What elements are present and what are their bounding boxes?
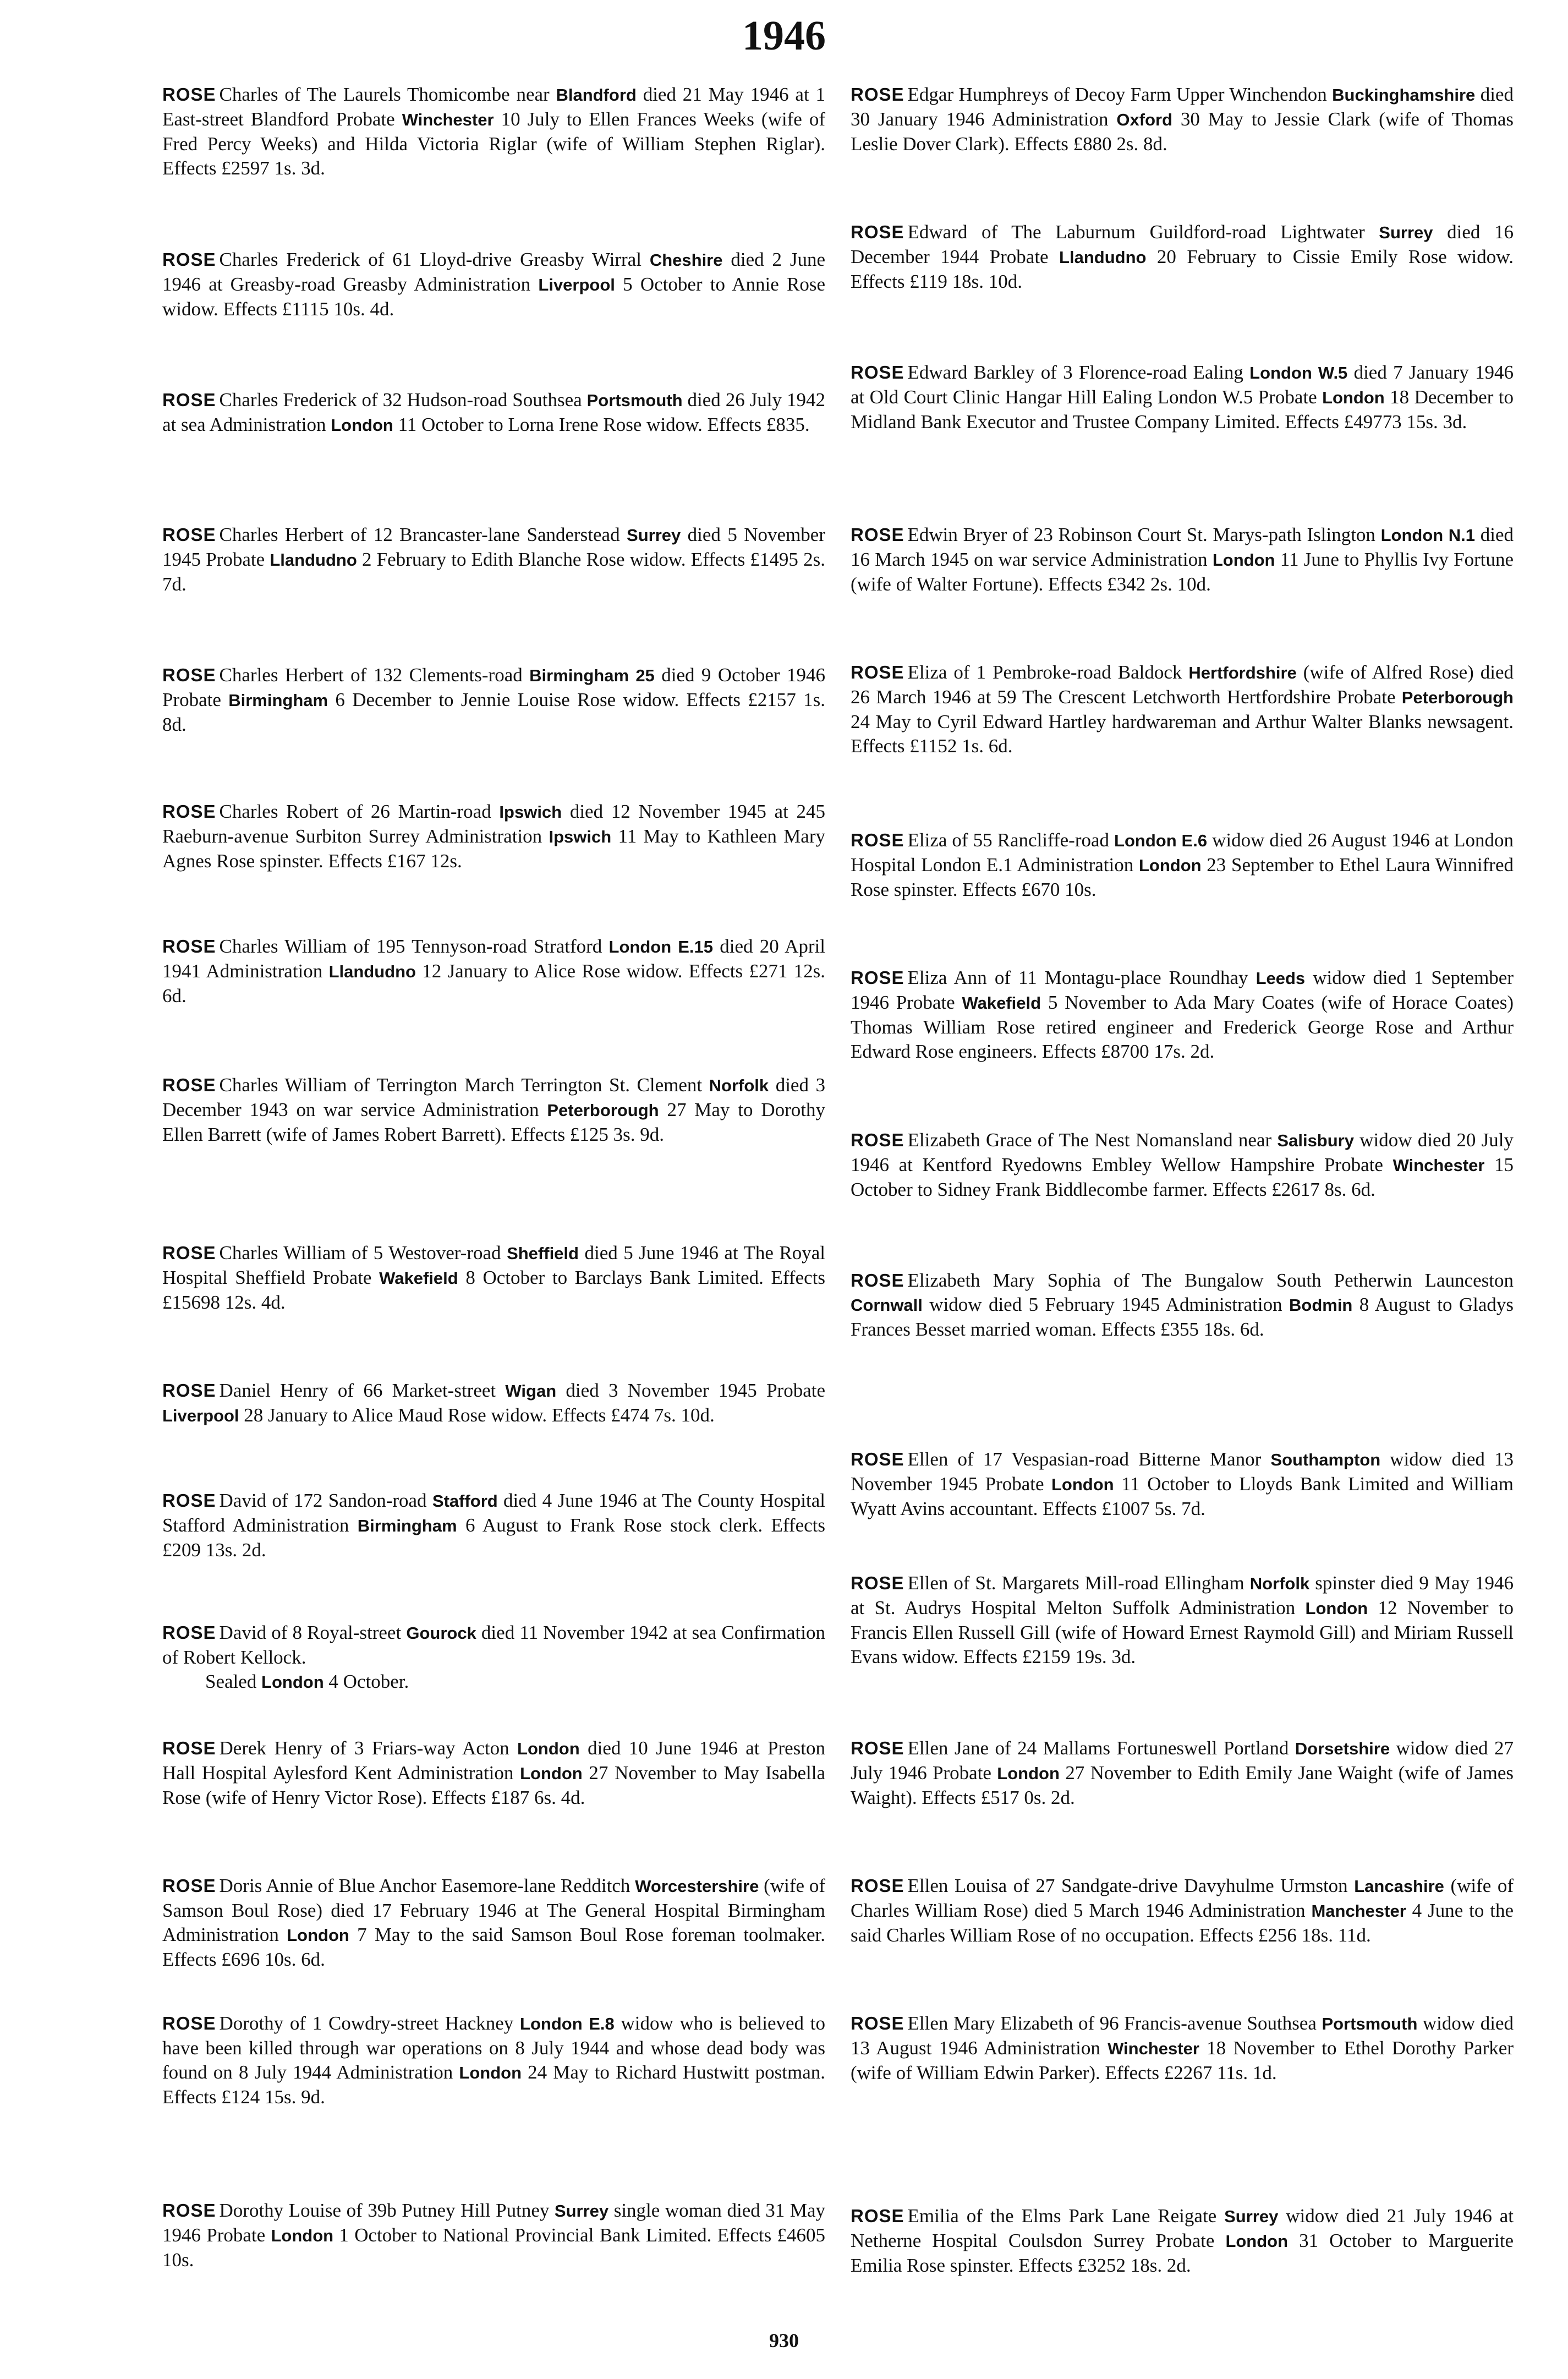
probate-entry	[851, 660, 1514, 758]
entry-text: died 3 December 1943 on war service Administration	[162, 1074, 825, 1120]
entry-text: Eliza of 55 Rancliffe-road	[907, 829, 1115, 851]
probate-entry	[162, 1073, 825, 1147]
entry-text: 20 February to Cissie Emily Rose widow. Effects £119 18s. 10d.	[851, 246, 1514, 292]
entry-text: Charles Herbert of 12 Brancaster-lane Sanderstead	[219, 524, 627, 545]
probate-entry	[162, 800, 825, 873]
entry-text: 18 December to Midland Bank Executor and Trustee Company Limited. Effects £49773 15s. 3d.	[851, 386, 1514, 433]
entry-text: widow died 1 September 1946 Probate	[851, 967, 1514, 1013]
probate-entry	[162, 2011, 825, 2109]
entry-surname: ROSE	[851, 84, 904, 105]
entry-text: 28 January to Alice Maud Rose widow. Effects £474 7s. 10d.	[239, 1404, 715, 1426]
entry-text: died 16 March 1945 on war service Administration	[851, 524, 1514, 570]
probate-entry	[162, 2198, 825, 2272]
probate-entry	[851, 2204, 1514, 2278]
place-name: London	[1212, 550, 1275, 570]
entry-surname: ROSE	[162, 1490, 216, 1511]
place-name: London	[1322, 388, 1385, 407]
place-name: London	[520, 1764, 583, 1783]
entry-text: (wife of Charles William Rose) died 5 March 1946 Administration	[851, 1875, 1514, 1921]
place-name: Birmingham	[357, 1516, 457, 1535]
entry-text: spinster died 9 May 1946 at St. Audrys Hospital Melton Suffolk Administration	[851, 1572, 1514, 1618]
entry-text: Sealed	[205, 1671, 262, 1692]
entry-text: widow died 21 July 1946 at Netherne Hospital Coulsdon Surrey Probate	[851, 2205, 1514, 2251]
entry-text: 10 July to Ellen Frances Weeks (wife of Fred Percy Weeks) and Hilda Victoria Riglar (wife of William Stephen Riglar). Effects £2597 1s. 3d.	[162, 108, 825, 179]
place-name: London	[1305, 1599, 1368, 1618]
probate-entry	[851, 2011, 1514, 2085]
entry-text: died 20 April 1941 Administration	[162, 936, 826, 982]
entry-text: 8 October to Barclays Bank Limited. Effects £15698 12s. 4d.	[162, 1267, 826, 1313]
place-name: London E.15	[608, 937, 714, 956]
entry-surname: ROSE	[851, 830, 904, 850]
entry-text: Eliza Ann of 11 Montagu-place Roundhay	[907, 967, 1256, 988]
entry-text: 6 August to Frank Rose stock clerk. Effects £209 13s. 2d.	[162, 1514, 825, 1561]
entry-text: Daniel Henry of 66 Market-street	[219, 1380, 506, 1401]
sealed-line	[162, 1670, 825, 1694]
entry-text: Charles Frederick of 32 Hudson-road Southsea	[219, 389, 587, 411]
place-name: Wakefield	[962, 993, 1041, 1013]
entry-text: Doris Annie of Blue Anchor Easemore-lane Redditch	[219, 1875, 635, 1896]
entry-text: Charles William of 195 Tennyson-road Stratford	[219, 936, 609, 957]
probate-entry	[162, 1736, 825, 1810]
entry-text: 31 October to Marguerite Emilia Rose spinster. Effects £3252 18s. 2d.	[851, 2230, 1514, 2276]
entry-surname: ROSE	[851, 1449, 904, 1469]
place-name: Cornwall	[851, 1295, 923, 1315]
place-name: Manchester	[1311, 1901, 1406, 1921]
entry-text: widow who is believed to have been killed through war operations on 8 July 1944 and whose dead body was found on 8 July 1944 Administration	[162, 2012, 825, 2083]
entry-text: died 7 January 1946 at Old Court Clinic Hangar Hill Ealing London W.5 Probate	[851, 362, 1514, 408]
entry-text: died 21 May 1946 at 1 East-street Blandford Probate	[162, 84, 825, 130]
entry-text: 11 October to Lloyds Bank Limited and William Wyatt Avins accountant. Effects £1007 5s. 7d.	[851, 1473, 1514, 1519]
place-name: Cheshire	[649, 250, 723, 270]
entry-text: David of 8 Royal-street	[219, 1622, 407, 1643]
entry-surname: ROSE	[851, 2013, 904, 2033]
entry-surname: ROSE	[162, 84, 216, 105]
probate-entry	[162, 1621, 825, 1694]
probate-entry	[851, 1736, 1514, 1810]
entry-text: widow died 13 August 1946 Administration	[851, 2012, 1514, 2059]
entry-surname: ROSE	[162, 2200, 216, 2221]
entry-surname: ROSE	[851, 1738, 904, 1758]
place-name: London E.6	[1114, 831, 1208, 850]
entry-text: widow died 27 July 1946 Probate	[851, 1737, 1514, 1784]
place-name: Surrey	[554, 2201, 609, 2221]
entry-text: 6 December to Jennie Louise Rose widow. Effects £2157 1s. 8d.	[162, 689, 825, 735]
entry-text: Ellen Jane of 24 Mallams Fortuneswell Portland	[907, 1737, 1295, 1759]
probate-entry	[162, 1379, 825, 1428]
place-name: Southampton	[1270, 1450, 1381, 1469]
entry-text: died 3 November 1945 Probate	[556, 1380, 825, 1401]
probate-entry	[162, 663, 825, 737]
place-name: Portsmouth	[586, 391, 683, 410]
place-name: Bodmin	[1289, 1295, 1353, 1315]
place-name: Winchester	[1108, 2039, 1199, 2058]
place-name: Liverpool	[538, 275, 615, 294]
entry-text: 5 October to Annie Rose widow. Effects £1115 10s. 4d.	[162, 274, 825, 320]
entry-text: Charles William of Terrington March Terrington St. Clement	[219, 1074, 709, 1096]
entry-text: Charles Frederick of 61 Lloyd-drive Greasby Wirral	[219, 249, 650, 270]
entry-text: Charles Herbert of 132 Clements-road	[219, 664, 530, 686]
entry-text: 11 October to Lorna Irene Rose widow. Effects £835.	[393, 414, 810, 435]
place-name: London E.8	[520, 2014, 615, 2033]
place-name: Oxford	[1116, 110, 1173, 129]
entry-text: (wife of Samson Boul Rose) died 17 February 1946 at The General Hospital Birmingham Administration	[162, 1875, 825, 1945]
probate-entry	[851, 83, 1514, 156]
place-name: Ipswich	[549, 827, 612, 846]
place-name: London	[261, 1672, 324, 1692]
entry-text: 27 May to Dorothy Ellen Barrett (wife of James Robert Barrett). Effects £125 3s. 9d.	[162, 1099, 825, 1145]
entry-surname: ROSE	[162, 2013, 216, 2033]
place-name: Worcestershire	[635, 1877, 759, 1896]
probate-entry	[851, 220, 1514, 294]
entry-surname: ROSE	[162, 1243, 216, 1263]
entry-text: died 10 June 1946 at Preston Hall Hospital Aylesford Kent Administration	[162, 1737, 825, 1784]
page-year: 1946	[742, 13, 826, 59]
entry-surname: ROSE	[162, 1380, 216, 1401]
entry-text: Edwin Bryer of 23 Robinson Court St. Marys-path Islington	[907, 524, 1381, 545]
entry-text: died 11 November 1942 at sea Confirmation of Robert Kellock.	[162, 1622, 825, 1668]
entry-text: Derek Henry of 3 Friars-way Acton	[219, 1737, 518, 1759]
place-name: London	[331, 415, 393, 435]
place-name: Salisbury	[1277, 1131, 1354, 1150]
probate-entry	[162, 83, 825, 181]
probate-entry	[162, 1489, 825, 1562]
entry-text: Ellen of St. Margarets Mill-road Ellingham	[907, 1572, 1250, 1594]
place-name: London	[1051, 1475, 1114, 1494]
entry-text: 18 November to Ethel Dorothy Parker (wife of William Edwin Parker). Effects £2267 11s. 1d.	[851, 2037, 1514, 2083]
probate-entry	[851, 523, 1514, 597]
place-name: London N.1	[1380, 526, 1476, 545]
entry-text: Charles Robert of 26 Martin-road	[219, 801, 500, 822]
entry-surname: ROSE	[851, 524, 904, 545]
place-name: Buckinghamshire	[1332, 85, 1476, 105]
entry-surname: ROSE	[162, 665, 216, 685]
probate-entry	[851, 1447, 1514, 1521]
place-name: Surrey	[627, 526, 681, 545]
entry-surname: ROSE	[851, 1573, 904, 1593]
entry-text: Dorothy Louise of 39b Putney Hill Putney	[219, 2200, 555, 2221]
entry-surname: ROSE	[162, 936, 216, 956]
entry-text: died 9 October 1946 Probate	[162, 664, 825, 710]
place-name: Wigan	[505, 1381, 557, 1401]
entry-text: Ellen of 17 Vespasian-road Bitterne Manor	[907, 1448, 1271, 1470]
entry-text: Ellen Mary Elizabeth of 96 Francis-avenue Southsea	[907, 2012, 1322, 2034]
probate-entry	[851, 1874, 1514, 1948]
entry-text: single woman died 31 May 1946 Probate	[162, 2200, 826, 2246]
place-name: Blandford	[556, 85, 637, 105]
entry-text: 24 May to Richard Hustwitt postman. Effects £124 15s. 9d.	[162, 2061, 825, 2108]
entry-surname: ROSE	[851, 1270, 904, 1290]
entry-text: Edward Barkley of 3 Florence-road Ealing	[907, 362, 1250, 383]
place-name: Dorsetshire	[1295, 1739, 1390, 1758]
entry-text: 11 May to Kathleen Mary Agnes Rose spinster. Effects £167 12s.	[162, 825, 825, 872]
entry-surname: ROSE	[851, 362, 904, 382]
place-name: Sheffield	[507, 1244, 579, 1263]
entry-text: died 16 December 1944 Probate	[851, 221, 1514, 267]
place-name: Ipswich	[499, 802, 562, 822]
entry-text: 4 June to the said Charles William Rose of no occupation. Effects £256 18s. 11d.	[851, 1900, 1514, 1946]
place-name: Gourock	[406, 1623, 476, 1643]
entry-text: Eliza of 1 Pembroke-road Baldock	[907, 661, 1189, 683]
entry-text: 1 October to National Provincial Bank Limited. Effects £4605 10s.	[162, 2224, 825, 2271]
entry-text: died 4 June 1946 at The County Hospital Stafford Administration	[162, 1490, 825, 1536]
entry-text: Charles William of 5 Westover-road	[219, 1242, 507, 1264]
probate-entry	[162, 934, 825, 1008]
probate-entry	[851, 828, 1514, 902]
entry-surname: ROSE	[162, 524, 216, 545]
place-name: London	[271, 2226, 334, 2245]
entry-text: 15 October to Sidney Frank Biddlecombe farmer. Effects £2617 8s. 6d.	[851, 1154, 1514, 1200]
place-name: Peterborough	[1401, 688, 1514, 707]
entry-text: died 5 November 1945 Probate	[162, 524, 825, 570]
entry-text: 8 August to Gladys Frances Besset married woman. Effects £355 18s. 6d.	[851, 1294, 1514, 1340]
place-name: Lancashire	[1354, 1877, 1444, 1896]
probate-entry	[162, 388, 825, 437]
place-name: London	[997, 1764, 1060, 1783]
entry-text: 4 October.	[324, 1671, 409, 1692]
entry-text: widow died 26 August 1946 at London Hospital London E.1 Administration	[851, 829, 1514, 876]
probate-entry	[851, 1128, 1514, 1202]
page-number: 930	[769, 2329, 799, 2351]
entry-text: 30 May to Jessie Clark (wife of Thomas Leslie Dover Clark). Effects £880 2s. 8d.	[851, 108, 1514, 155]
probate-entry	[851, 966, 1514, 1064]
place-name: London	[1138, 856, 1202, 875]
entry-text: David of 172 Sandon-road	[219, 1490, 432, 1511]
place-name: Hertfordshire	[1188, 663, 1297, 682]
entry-surname: ROSE	[851, 1130, 904, 1150]
place-name: Portsmouth	[1322, 2014, 1418, 2033]
entry-text: widow died 20 July 1946 at Kentford Ryedowns Embley Wellow Hampshire Probate	[851, 1129, 1514, 1175]
entry-text: died 5 June 1946 at The Royal Hospital Sheffield Probate	[162, 1242, 825, 1288]
probate-entry	[162, 248, 825, 321]
place-name: Leeds	[1256, 969, 1306, 988]
place-name: Llandudno	[328, 962, 416, 981]
entry-surname: ROSE	[162, 390, 216, 410]
probate-entry	[162, 1874, 825, 1972]
entry-surname: ROSE	[851, 662, 904, 682]
place-name: Liverpool	[162, 1406, 239, 1425]
place-name: Surrey	[1379, 223, 1433, 242]
entry-surname: ROSE	[851, 2206, 904, 2226]
entry-text: died 30 January 1946 Administration	[851, 84, 1514, 130]
place-name: Birmingham	[228, 691, 328, 710]
entry-text: Edgar Humphreys of Decoy Farm Upper Winchendon	[907, 84, 1333, 105]
place-name: London	[459, 2063, 522, 2082]
entry-text: 23 September to Ethel Laura Winnifred Rose spinster. Effects £670 10s.	[851, 854, 1514, 900]
entry-text: died 26 July 1942 at sea Administration	[162, 389, 826, 435]
entry-text: 12 November to Francis Ellen Russell Gill (wife of Howard Ernest Raymold Gill) and Miriam Russell Evans widow. Effects £2159 19s. 3d.	[851, 1597, 1514, 1667]
entry-text: (wife of Alfred Rose) died 26 March 1946 at 59 The Crescent Letchworth Hertfordshire Probate	[851, 661, 1514, 708]
probate-entry	[162, 523, 825, 597]
entry-text: 7 May to the said Samson Boul Rose foreman toolmaker. Effects £696 10s. 6d.	[162, 1924, 825, 1970]
entry-text: 27 November to Edith Emily Jane Waight (wife of James Waight). Effects £517 0s. 2d.	[851, 1762, 1514, 1808]
place-name: Surrey	[1224, 2207, 1279, 2226]
entry-text: died 2 June 1946 at Greasby-road Greasby Administration	[162, 249, 825, 295]
place-name: Winchester	[402, 110, 494, 129]
entry-text: 5 November to Ada Mary Coates (wife of Horace Coates) Thomas William Rose retired engineer and Frederick George Rose and Arthur Edward Rose engineers. Effects £8700 17s. 2d.	[851, 992, 1514, 1062]
entry-text: 11 June to Phyllis Ivy Fortune (wife of Walter Fortune). Effects £342 2s. 10d.	[851, 549, 1514, 595]
entry-surname: ROSE	[162, 801, 216, 822]
place-name: Winchester	[1392, 1156, 1485, 1175]
entry-surname: ROSE	[851, 1875, 904, 1896]
entry-text: 24 May to Cyril Edward Hartley hardwareman and Arthur Walter Blanks newsagent. Effects £1152 1s. 6d.	[851, 711, 1514, 757]
place-name: Llandudno	[1059, 248, 1147, 267]
probate-entry	[851, 360, 1514, 434]
entry-surname: ROSE	[162, 1875, 216, 1896]
place-name: Birmingham 25	[529, 666, 655, 685]
place-name: Norfolk	[709, 1076, 769, 1095]
entry-surname: ROSE	[851, 967, 904, 988]
entry-surname: ROSE	[162, 249, 216, 270]
entry-text: Edward of The Laburnum Guildford-road Lightwater	[907, 221, 1379, 243]
entry-text: Charles of The Laurels Thomicombe near	[219, 84, 556, 105]
entry-surname: ROSE	[162, 1622, 216, 1643]
place-name: London	[1225, 2232, 1289, 2251]
probate-entry	[851, 1571, 1514, 1669]
place-name: Peterborough	[547, 1101, 659, 1120]
entry-surname: ROSE	[162, 1738, 216, 1758]
entry-text: Emilia of the Elms Park Lane Reigate	[907, 2205, 1225, 2227]
entry-text: Dorothy of 1 Cowdry-street Hackney	[219, 2012, 520, 2034]
place-name: London	[287, 1926, 349, 1945]
entry-text: 2 February to Edith Blanche Rose widow. Effects £1495 2s. 7d.	[162, 549, 825, 595]
entry-text: Ellen Louisa of 27 Sandgate-drive Davyhulme Urmston	[907, 1875, 1355, 1896]
entry-text: died 12 November 1945 at 245 Raeburn-avenue Surbiton Surrey Administration	[162, 801, 826, 847]
entry-text: widow died 13 November 1945 Probate	[851, 1448, 1514, 1495]
place-name: London W.5	[1249, 363, 1348, 382]
entry-surname: ROSE	[851, 222, 904, 242]
place-name: Wakefield	[379, 1268, 458, 1288]
entry-text: widow died 5 February 1945 Administration	[922, 1294, 1289, 1315]
entry-surname: ROSE	[162, 1075, 216, 1095]
probate-entry	[851, 1268, 1514, 1342]
place-name: Stafford	[432, 1491, 498, 1511]
entry-text: Elizabeth Mary Sophia of The Bungalow South Petherwin Launceston	[907, 1270, 1514, 1291]
entry-text: Elizabeth Grace of The Nest Nomansland near	[907, 1129, 1278, 1151]
entry-text: 12 January to Alice Rose widow. Effects £271 12s. 6d.	[162, 960, 826, 1007]
place-name: Llandudno	[270, 550, 357, 570]
probate-entry	[162, 1241, 825, 1315]
place-name: Norfolk	[1249, 1574, 1310, 1593]
entry-text: 27 November to May Isabella Rose (wife of Henry Victor Rose). Effects £187 6s. 4d.	[162, 1762, 825, 1808]
place-name: London	[517, 1739, 580, 1758]
